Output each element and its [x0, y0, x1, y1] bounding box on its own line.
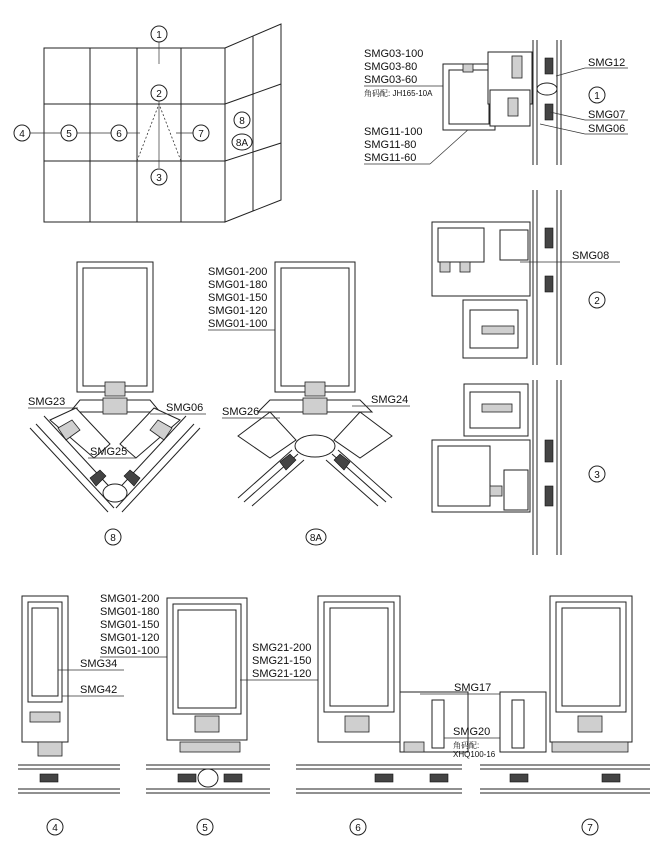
label-smg12: SMG12 [588, 57, 626, 69]
marker-3-top: 3 [156, 173, 162, 184]
marker-7-top: 7 [198, 129, 204, 140]
label-5-smg01-150: SMG01-150 [100, 619, 160, 631]
marker-1-top: 1 [156, 30, 162, 41]
marker-8-top: 8 [239, 116, 245, 127]
label-5-smg01-200: SMG01-200 [100, 593, 160, 605]
marker-3-detail: 3 [594, 470, 600, 481]
detail-5 [100, 593, 318, 835]
label-smg26: SMG26 [222, 406, 260, 418]
marker-1-detail: 1 [594, 91, 600, 102]
label-smg42: SMG42 [80, 684, 118, 696]
label-5-smg01-120: SMG01-120 [100, 632, 160, 644]
label-smg17: SMG17 [454, 682, 492, 694]
label-smg03-60: SMG03-60 [364, 74, 418, 86]
label-smg03-100: SMG03-100 [364, 48, 424, 60]
detail-1 [364, 40, 628, 165]
detail-2-3 [432, 190, 620, 555]
marker-5-top: 5 [66, 129, 72, 140]
label-smg06-8: SMG06 [166, 402, 204, 414]
marker-5-detail: 5 [202, 823, 208, 834]
detail-7 [500, 596, 632, 835]
bottom-glass [18, 765, 650, 793]
label-smg11-100: SMG11-100 [364, 126, 423, 138]
label-smg03-80: SMG03-80 [364, 61, 418, 73]
marker-7-detail: 7 [587, 823, 593, 834]
detail-8a [208, 262, 410, 545]
label-smg21-150: SMG21-150 [252, 655, 312, 667]
label-smg23: SMG23 [28, 396, 66, 408]
note-jh165: 角码配: JH165-10A [364, 89, 433, 98]
note-xhq-title: 角码配: [453, 741, 480, 750]
label-smg21-200: SMG21-200 [252, 642, 312, 654]
marker-2-detail: 2 [594, 296, 600, 307]
label-smg11-80: SMG11-80 [364, 139, 417, 151]
label-8a-smg01-150: SMG01-150 [208, 292, 268, 304]
note-xhq100-16: XHQ100-16 [453, 750, 496, 759]
label-smg11-60: SMG11-60 [364, 152, 417, 164]
label-smg25: SMG25 [90, 446, 128, 458]
marker-8-detail: 8 [110, 533, 116, 544]
label-smg06: SMG06 [588, 123, 626, 135]
label-smg08: SMG08 [572, 250, 610, 262]
marker-4-top: 4 [19, 129, 25, 140]
label-smg24: SMG24 [371, 394, 409, 406]
label-5-smg01-180: SMG01-180 [100, 606, 160, 618]
detail-6 [318, 596, 500, 835]
label-8a-smg01-180: SMG01-180 [208, 279, 268, 291]
marker-8a-detail: 8A [309, 533, 323, 544]
marker-6-detail: 6 [355, 823, 361, 834]
marker-4-detail: 4 [52, 823, 58, 834]
label-8a-smg01-100: SMG01-100 [208, 318, 268, 330]
label-smg34: SMG34 [80, 658, 118, 670]
marker-6-top: 6 [116, 129, 122, 140]
marker-8a-top: 8A [235, 138, 249, 149]
label-smg21-120: SMG21-120 [252, 668, 312, 680]
label-5-smg01-100: SMG01-100 [100, 645, 160, 657]
label-smg20: SMG20 [453, 726, 491, 738]
marker-2-top: 2 [156, 89, 162, 100]
label-8a-smg01-120: SMG01-120 [208, 305, 268, 317]
label-8a-smg01-200: SMG01-200 [208, 266, 268, 278]
detail-8 [28, 262, 206, 545]
label-smg07: SMG07 [588, 109, 626, 121]
